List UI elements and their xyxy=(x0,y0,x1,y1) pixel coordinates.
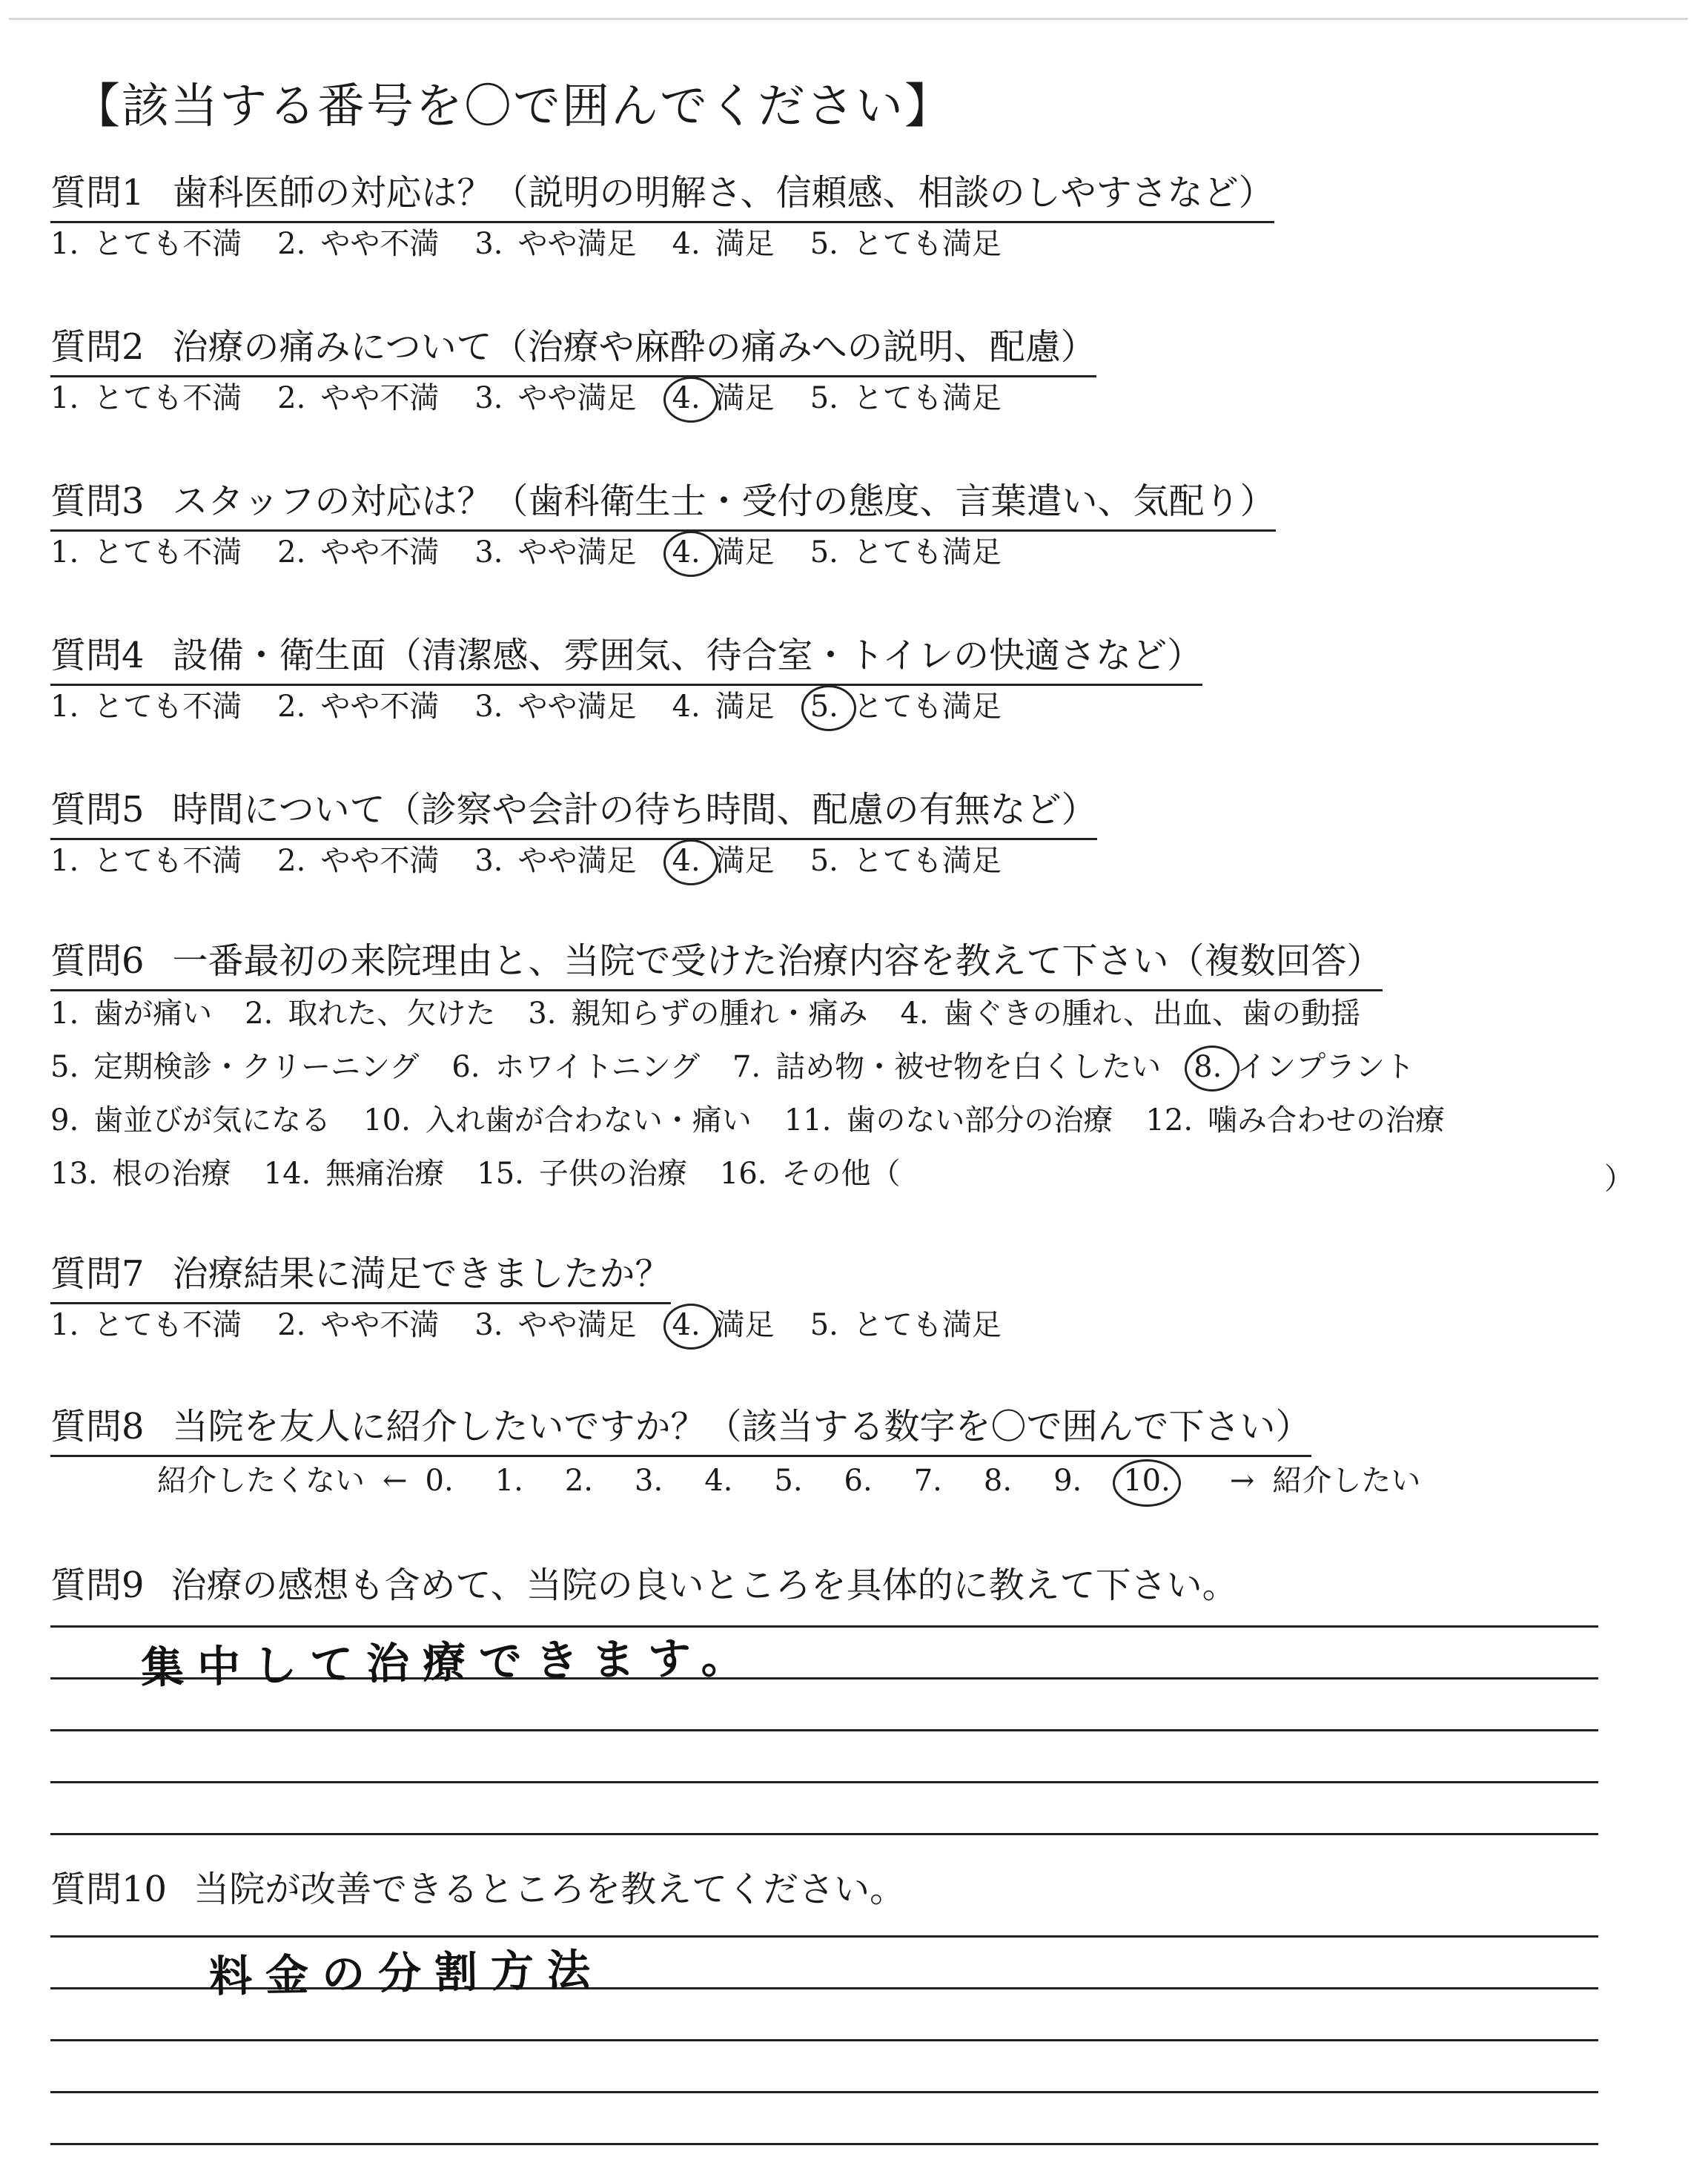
question-text: 時間について（診察や会計の待ち時間、配慮の有無など） xyxy=(172,789,1097,830)
option-number: 5. xyxy=(810,535,838,569)
option-number: 1. xyxy=(50,381,79,415)
question-10-answer: 料金の分割方法 xyxy=(208,1944,604,2002)
option-rating-3[interactable] xyxy=(474,534,636,571)
question-number: 質問2 xyxy=(50,326,145,368)
option-label: 満足 xyxy=(715,381,775,415)
option-reason-9[interactable] xyxy=(50,1102,331,1139)
option-label: 満足 xyxy=(715,844,775,878)
option-number: 2. xyxy=(277,381,306,415)
option-rating-5[interactable] xyxy=(810,688,1002,725)
option-label: ホワイトニング xyxy=(494,1050,700,1084)
question-10-title xyxy=(50,1869,905,1910)
option-number: 15. xyxy=(477,1157,524,1191)
option-label: 無痛治療 xyxy=(325,1157,445,1191)
answer-line xyxy=(50,1625,1598,1628)
option-label: とても満足 xyxy=(853,535,1002,569)
option-number: 5. xyxy=(810,1308,838,1342)
option-label: とても不満 xyxy=(93,690,242,724)
option-number: 5. xyxy=(810,844,838,878)
scale-option-6[interactable]: 6. xyxy=(844,1464,873,1498)
question-text: 当院が改善できるところを教えてください。 xyxy=(193,1869,906,1910)
answer-line xyxy=(50,1781,1598,1783)
option-number: 1. xyxy=(50,1308,79,1342)
option-label: やや満足 xyxy=(517,1308,637,1342)
question-6-row xyxy=(50,1048,1447,1086)
question-1-title xyxy=(50,172,1274,223)
scale-numbers xyxy=(426,1462,1212,1499)
scale-option-4[interactable]: 4. xyxy=(704,1464,733,1498)
question-number: 質問6 xyxy=(50,940,145,982)
option-label: とても不満 xyxy=(93,535,242,569)
question-4-title xyxy=(50,635,1202,686)
option-label: とても不満 xyxy=(93,844,242,878)
top-edge-line xyxy=(9,18,1688,20)
question-4-options xyxy=(50,688,1037,725)
scale-option-0[interactable]: 0. xyxy=(425,1464,454,1498)
option-number: 4. xyxy=(672,844,701,878)
option-number: 2. xyxy=(277,844,306,878)
option-reason-2[interactable] xyxy=(245,995,495,1032)
option-number: 1. xyxy=(50,535,79,569)
option-label: とても不満 xyxy=(93,1308,242,1342)
option-label: とても満足 xyxy=(853,227,1002,261)
option-number: 4. xyxy=(672,227,701,261)
question-5-title xyxy=(50,789,1097,840)
option-label: 定期検診・クリーニング xyxy=(93,1050,420,1084)
question-7-title xyxy=(50,1253,671,1304)
question-9-title xyxy=(50,1565,1238,1606)
option-number: 13. xyxy=(50,1157,98,1191)
option-reason-12[interactable] xyxy=(1145,1102,1445,1139)
answer-line xyxy=(50,1935,1598,1938)
answer-line xyxy=(50,2091,1598,2093)
question-number: 質問8 xyxy=(50,1406,145,1447)
option-rating-3[interactable] xyxy=(474,380,636,417)
option-number: 5. xyxy=(50,1050,79,1084)
option-rating-5[interactable] xyxy=(810,1307,1002,1344)
option-rating-2[interactable] xyxy=(277,842,439,879)
question-5-options xyxy=(50,842,1037,879)
option-number: 11. xyxy=(784,1103,832,1137)
option-label: 歯のない部分の治療 xyxy=(846,1103,1113,1137)
option-number: 2. xyxy=(277,690,306,724)
option-label: 満足 xyxy=(715,690,775,724)
option-label: 歯が痛い xyxy=(93,997,213,1031)
option-number: 12. xyxy=(1145,1103,1194,1137)
option-label: 歯並びが気になる xyxy=(93,1103,331,1137)
question-3-title xyxy=(50,480,1276,532)
option-rating-4[interactable] xyxy=(672,380,775,417)
option-number: 3. xyxy=(474,1308,503,1342)
option-label: やや満足 xyxy=(517,690,637,724)
option-rating-2[interactable] xyxy=(277,534,439,571)
question-9-answer: 集中して治療できます。 xyxy=(140,1631,758,1694)
scale-option-8[interactable]: 8. xyxy=(983,1464,1013,1498)
option-number: 4. xyxy=(672,690,701,724)
option-number: 2. xyxy=(277,535,306,569)
option-rating-2[interactable] xyxy=(277,380,439,417)
option-rating-4[interactable] xyxy=(672,842,775,879)
question-6-row xyxy=(50,1102,1477,1139)
option-label: インプラント xyxy=(1237,1050,1415,1084)
option-number: 4. xyxy=(672,1308,701,1342)
option-number: 3. xyxy=(474,844,503,878)
option-rating-4[interactable] xyxy=(672,225,775,262)
question-1-options xyxy=(50,225,1037,262)
option-number: 1. xyxy=(50,844,79,878)
option-reason-6[interactable] xyxy=(451,1048,700,1086)
scale-option-10[interactable]: 10. xyxy=(1123,1464,1171,1498)
option-reason-14[interactable] xyxy=(264,1155,445,1192)
question-number: 質問10 xyxy=(50,1869,168,1910)
option-number: 5. xyxy=(810,227,838,261)
option-rating-3[interactable] xyxy=(474,688,636,725)
option-rating-5[interactable] xyxy=(810,534,1002,571)
option-label: とても満足 xyxy=(853,381,1002,415)
option-number: 1. xyxy=(50,997,79,1031)
option-label: 詰め物・被せ物を白くしたい xyxy=(775,1050,1162,1084)
option-reason-8[interactable] xyxy=(1194,1048,1414,1086)
option-rating-1[interactable] xyxy=(50,380,242,417)
option-rating-2[interactable] xyxy=(277,225,439,262)
option-label: やや満足 xyxy=(517,535,637,569)
question-number: 質問7 xyxy=(50,1253,145,1295)
question-text: 当院を友人に紹介したいですか？（該当する数字を〇で囲んで下さい） xyxy=(172,1406,1311,1447)
option-number: 1. xyxy=(50,690,79,724)
option-reason-5[interactable] xyxy=(50,1048,419,1086)
option-rating-1[interactable] xyxy=(50,842,242,879)
scale-right-label: 紹介したい xyxy=(1272,1464,1421,1498)
question-6-row xyxy=(50,995,1393,1032)
form-title: 【該当する番号を〇で囲んでください】 xyxy=(73,79,953,134)
option-label: 入れ歯が合わない・痛い xyxy=(425,1103,752,1137)
option-reason-16[interactable] xyxy=(720,1155,901,1192)
option-number: 5. xyxy=(810,690,838,724)
option-label: とても満足 xyxy=(853,844,1002,878)
option-rating-4[interactable] xyxy=(672,1307,775,1344)
question-6-row xyxy=(50,1155,933,1192)
question-8-title xyxy=(50,1406,1311,1457)
option-label: 満足 xyxy=(715,1308,775,1342)
option-label: やや不満 xyxy=(320,690,440,724)
option-number: 9. xyxy=(50,1103,79,1137)
answer-line xyxy=(50,1729,1598,1731)
option-number: 4. xyxy=(672,535,701,569)
option-label: やや満足 xyxy=(517,844,637,878)
question-number: 質問1 xyxy=(50,172,145,214)
question-text: スタッフの対応は？（歯科衛生士・受付の態度、言葉遣い、気配り） xyxy=(172,480,1276,522)
scale-option-3[interactable]: 3. xyxy=(635,1464,663,1498)
option-label: やや不満 xyxy=(320,844,440,878)
option-reason-15[interactable] xyxy=(477,1155,687,1192)
option-number: 3. xyxy=(528,997,557,1031)
option-label: とても満足 xyxy=(853,1308,1002,1342)
scale-option-9[interactable]: 9. xyxy=(1053,1464,1082,1498)
option-number: 3. xyxy=(474,227,503,261)
left-arrow-icon: ← xyxy=(383,1464,408,1498)
option-number: 16. xyxy=(719,1157,767,1191)
question-3-options xyxy=(50,534,1037,571)
option-number: 2. xyxy=(277,227,306,261)
question-text: 治療の痛みについて（治療や麻酔の痛みへの説明、配慮） xyxy=(172,326,1096,368)
option-label: 満足 xyxy=(715,535,775,569)
option-number: 3. xyxy=(474,690,503,724)
option-rating-3[interactable] xyxy=(474,1307,636,1344)
option-label: とても不満 xyxy=(93,381,242,415)
option-label: 歯ぐきの腫れ、出血、歯の動揺 xyxy=(943,997,1361,1031)
option-label: 取れた、欠けた xyxy=(288,997,496,1031)
scale-option-1[interactable]: 1. xyxy=(494,1464,523,1498)
option-reason-4[interactable] xyxy=(901,995,1361,1032)
option-rating-5[interactable] xyxy=(810,225,1002,262)
question-text: 設備・衛生面（清潔感、雰囲気、待合室・トイレの快適さなど） xyxy=(172,635,1203,676)
right-arrow-icon: → xyxy=(1229,1464,1255,1498)
option-rating-5[interactable] xyxy=(810,380,1002,417)
option-number: 2. xyxy=(245,997,274,1031)
question-text: 一番最初の来院理由と、当院で受けた治療内容を教えて下さい（複数回答） xyxy=(172,940,1383,982)
option-number: 6. xyxy=(451,1050,480,1084)
option-reason-1[interactable] xyxy=(50,995,212,1032)
option-rating-1[interactable] xyxy=(50,1307,242,1344)
question-number: 質問4 xyxy=(50,635,145,676)
option-reason-3[interactable] xyxy=(528,995,867,1032)
option-number: 3. xyxy=(474,535,503,569)
option-number: 10. xyxy=(363,1103,411,1137)
option-reason-11[interactable] xyxy=(784,1102,1113,1139)
question-2-title xyxy=(50,326,1096,377)
answer-line xyxy=(50,2039,1598,2041)
question-6-title xyxy=(50,940,1383,991)
answer-line xyxy=(50,2143,1598,2145)
option-rating-1[interactable] xyxy=(50,534,242,571)
option-label: やや不満 xyxy=(320,381,440,415)
other-close-paren: ） xyxy=(1604,1162,1634,1196)
scale-option-2[interactable]: 2. xyxy=(564,1464,594,1498)
option-reason-13[interactable] xyxy=(50,1155,231,1192)
option-rating-1[interactable] xyxy=(50,688,242,725)
option-rating-5[interactable] xyxy=(810,842,1002,879)
option-number: 8. xyxy=(1194,1050,1222,1084)
option-number: 5. xyxy=(810,381,838,415)
question-7-options xyxy=(50,1307,1037,1344)
option-number: 1. xyxy=(50,227,79,261)
option-label: やや満足 xyxy=(517,381,637,415)
option-rating-4[interactable] xyxy=(672,688,775,725)
question-number: 質問5 xyxy=(50,789,145,830)
option-number: 3. xyxy=(474,381,503,415)
option-number: 4. xyxy=(672,381,701,415)
question-number: 質問3 xyxy=(50,480,145,522)
option-rating-3[interactable] xyxy=(474,842,636,879)
option-rating-3[interactable] xyxy=(474,225,636,262)
option-label: とても満足 xyxy=(853,690,1002,724)
option-rating-2[interactable] xyxy=(277,1307,439,1344)
question-text: 歯科医師の対応は？（説明の明解さ、信頼感、相談のしやすさなど） xyxy=(172,172,1274,214)
option-number: 14. xyxy=(263,1157,311,1191)
question-text: 治療の感想も含めて、当院の良いところを具体的に教えて下さい。 xyxy=(171,1565,1238,1606)
option-label: やや満足 xyxy=(517,227,637,261)
answer-line xyxy=(50,1833,1598,1835)
option-number: 7. xyxy=(732,1050,761,1084)
option-label: やや不満 xyxy=(320,227,440,261)
option-number: 2. xyxy=(277,1308,306,1342)
question-text: 治療結果に満足できましたか？ xyxy=(172,1253,671,1295)
recommend-scale xyxy=(157,1462,1420,1499)
option-rating-1[interactable] xyxy=(50,225,242,262)
option-reason-7[interactable] xyxy=(732,1048,1161,1086)
option-reason-10[interactable] xyxy=(363,1102,752,1139)
scale-option-7[interactable]: 7. xyxy=(913,1464,942,1498)
option-label: やや不満 xyxy=(320,535,440,569)
scale-left-label: 紹介したくない xyxy=(157,1464,365,1498)
scale-option-5[interactable]: 5. xyxy=(774,1464,803,1498)
option-rating-2[interactable] xyxy=(277,688,439,725)
question-2-options xyxy=(50,380,1037,417)
option-label: とても不満 xyxy=(93,227,242,261)
option-label: やや不満 xyxy=(320,1308,440,1342)
option-label: その他（ xyxy=(781,1157,901,1191)
option-label: 満足 xyxy=(715,227,775,261)
option-label: 子供の治療 xyxy=(538,1157,687,1191)
option-rating-4[interactable] xyxy=(672,534,775,571)
option-label: 噛み合わせの治療 xyxy=(1208,1103,1446,1137)
option-label: 根の治療 xyxy=(112,1157,231,1191)
question-number: 質問9 xyxy=(50,1565,145,1606)
option-number: 4. xyxy=(900,997,929,1031)
option-label: 親知らずの腫れ・痛み xyxy=(571,997,868,1031)
